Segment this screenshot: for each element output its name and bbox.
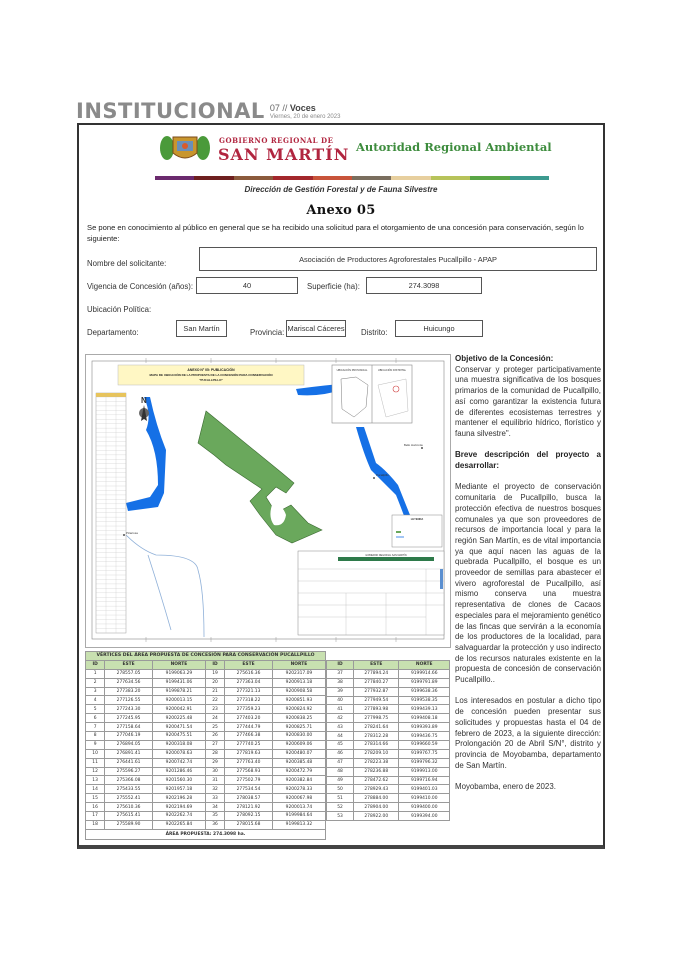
table-row xyxy=(86,749,326,758)
table-cell: 38 xyxy=(327,678,354,687)
table-cell: 278236.88 xyxy=(354,767,399,776)
notice-frame xyxy=(77,123,605,849)
page-number: 07 xyxy=(269,103,280,113)
table-cell: 9199400.00 xyxy=(399,803,450,812)
signoff-text: Moyobamba, enero de 2023. xyxy=(455,782,556,792)
table-cell: 275366.08 xyxy=(105,776,153,785)
table-row xyxy=(86,740,326,749)
title-block-org: GOBIERNO REGIONAL SAN MARTÍN xyxy=(365,554,407,557)
table-header-row xyxy=(327,661,450,670)
table-cell: 9199638.36 xyxy=(399,687,450,696)
publication-date: Viernes, 20 de enero 2023 xyxy=(269,114,341,120)
masthead-meta xyxy=(270,104,341,122)
table-cell: 27 xyxy=(205,740,224,749)
table-cell: 9202265.84 xyxy=(152,820,205,829)
table-cell: 32 xyxy=(205,785,224,794)
table-cell: 9200472.79 xyxy=(272,767,325,776)
table-cell: 5 xyxy=(86,705,105,714)
term-field: 40 xyxy=(196,277,298,294)
inset-left-title: UBICACIÓN PROVINCIAL xyxy=(336,369,368,372)
table-cell: 9199431.06 xyxy=(152,678,205,687)
masthead xyxy=(76,98,340,122)
table-cell: 278884.00 xyxy=(354,794,399,803)
table-row xyxy=(327,732,450,741)
color-bar-segment xyxy=(352,176,391,180)
table-cell: 53 xyxy=(327,812,354,821)
table-cell: 278929.43 xyxy=(354,785,399,794)
table-row xyxy=(86,794,326,803)
table-cell: 9201560.30 xyxy=(152,776,205,785)
table-cell: 278223.38 xyxy=(354,758,399,767)
place-label-1: Bello Horizonte xyxy=(404,443,423,447)
table-cell: 276891.41 xyxy=(105,749,153,758)
map-title-line3: "PUCALLPILLO" xyxy=(199,378,223,382)
table-row xyxy=(86,785,326,794)
table-row xyxy=(327,723,450,732)
intro-text: Se pone en conocimiento al público en general que se ha recibido una solicitud para el otorgamiento de una concesión para conservación, según lo siguiente: xyxy=(87,223,584,243)
table-cell: 15 xyxy=(86,794,105,803)
map-graphic xyxy=(86,355,451,648)
color-bar-segment xyxy=(431,176,470,180)
table-cell: 50 xyxy=(327,785,354,794)
table-cell: 22 xyxy=(205,696,224,705)
table-cell: 275589.90 xyxy=(105,820,153,829)
table-row xyxy=(86,696,326,705)
location-map xyxy=(85,354,451,648)
place-label-3: Pizarrosa xyxy=(126,531,138,535)
color-bar-segment xyxy=(510,176,549,180)
table-cell: 278241.64 xyxy=(354,723,399,732)
table-cell: 9202194.69 xyxy=(152,803,205,812)
table-cell: 33 xyxy=(205,794,224,803)
table-cell: 278472.62 xyxy=(354,776,399,785)
table-cell: 19 xyxy=(205,669,224,678)
table-header-cell: NORTE xyxy=(152,660,205,669)
table-row xyxy=(327,705,450,714)
table-cell: 277763.40 xyxy=(225,758,273,767)
map-title-line2: MAPA DE UBICACIÓN DE LA PROPUESTA DE LA CONCESIÓN PARA CONSERVACIÓN xyxy=(149,373,273,377)
page-separator: // xyxy=(279,103,290,113)
table-cell: 9200078.63 xyxy=(152,749,205,758)
objective-heading: Objetivo de la Concesión: xyxy=(455,354,554,363)
table-row xyxy=(327,794,450,803)
table-cell: 9202262.74 xyxy=(152,812,205,821)
table-cell: 29 xyxy=(205,758,224,767)
table-cell: 275433.55 xyxy=(105,785,153,794)
table-cell: 9200851.93 xyxy=(272,696,325,705)
table-cell: 277819.63 xyxy=(225,749,273,758)
area-label: Superficie (ha): xyxy=(307,282,360,291)
table-cell: 28 xyxy=(205,749,224,758)
table-cell: 277568.93 xyxy=(225,767,273,776)
table-row xyxy=(86,723,326,732)
table-cell: 9200908.58 xyxy=(272,687,325,696)
table-row xyxy=(86,669,326,678)
table-row xyxy=(86,803,326,812)
table-row xyxy=(86,714,326,723)
color-bar-segment xyxy=(313,176,352,180)
district-label: Distrito: xyxy=(361,328,388,337)
annex-title: Anexo 05 xyxy=(306,203,376,218)
table-cell: 9200278.33 xyxy=(272,785,325,794)
table-cell: 278312.28 xyxy=(354,732,399,741)
table-cell: 9199393.89 xyxy=(399,723,450,732)
table-cell: 39 xyxy=(327,687,354,696)
table-cell: 9199439.13 xyxy=(399,705,450,714)
table-cell: 7 xyxy=(86,723,105,732)
table-cell: 20 xyxy=(205,678,224,687)
table-cell: 275615.41 xyxy=(105,812,153,821)
table-cell: 9200825.71 xyxy=(272,723,325,732)
table-cell: 9199063.29 xyxy=(152,669,205,678)
table-cell: 9199767.75 xyxy=(399,749,450,758)
table-cell: 277949.54 xyxy=(354,696,399,705)
table-cell: 9199716.94 xyxy=(399,776,450,785)
table-cell: 9200067.98 xyxy=(272,794,325,803)
inset-right-title: UBICACIÓN DISTRITAL xyxy=(377,369,407,372)
table-cell: 9201957.18 xyxy=(152,785,205,794)
table-cell: 277893.98 xyxy=(354,705,399,714)
table-cell: 9199436.75 xyxy=(399,732,450,741)
table-cell: 277243.30 xyxy=(105,705,153,714)
table-cell: 9200042.91 xyxy=(152,705,205,714)
map-title-line1: ANEXO N° 05: PUBLICACIÓN xyxy=(187,368,235,372)
table-cell: 278557.05 xyxy=(105,669,153,678)
table-header-cell: ID xyxy=(86,660,105,669)
table-header-cell: ESTE xyxy=(354,661,399,670)
location-label: Ubicación Política: xyxy=(87,305,152,314)
table-footer: ÁREA PROPUESTA: 274.3098 ha. xyxy=(86,829,326,839)
table-header-cell: ESTE xyxy=(105,660,153,669)
regional-crest-icon xyxy=(159,133,211,163)
table-cell: 9199878.21 xyxy=(152,687,205,696)
page-info xyxy=(270,104,341,113)
table-cell: 277840.27 xyxy=(354,678,399,687)
color-bar xyxy=(155,176,549,180)
color-bar-segment xyxy=(391,176,430,180)
table-cell: 9202196.28 xyxy=(152,794,205,803)
vertices-table xyxy=(85,651,326,840)
table-cell: 23 xyxy=(205,705,224,714)
table-cell: 277363.04 xyxy=(225,678,273,687)
table-cell: 47 xyxy=(327,758,354,767)
table-cell: 9199796.32 xyxy=(399,758,450,767)
table-cell: 4 xyxy=(86,696,105,705)
table-cell: 9200609.06 xyxy=(272,740,325,749)
table-cell: 277321.13 xyxy=(225,687,273,696)
table-cell: 9199791.89 xyxy=(399,678,450,687)
table-cell: 36 xyxy=(205,820,224,829)
table-cell: 48 xyxy=(327,767,354,776)
map-vertex-table xyxy=(96,393,126,633)
table-cell: 277502.79 xyxy=(225,776,273,785)
table-cell: 43 xyxy=(327,723,354,732)
province-label: Provincia: xyxy=(250,328,285,337)
table-row xyxy=(86,758,326,767)
table-cell: 34 xyxy=(205,803,224,812)
table-cell: 278922.00 xyxy=(354,812,399,821)
table-cell: 277894.24 xyxy=(354,669,399,678)
applicant-label: Nombre del solicitante: xyxy=(87,259,167,268)
term-label: Vigencia de Concesión (años): xyxy=(87,282,194,291)
table-cell: 275596.27 xyxy=(105,767,153,776)
table-cell: 9199401.03 xyxy=(399,785,450,794)
table-cell: 275610.36 xyxy=(105,803,153,812)
table-cell: 13 xyxy=(86,776,105,785)
objective-text: Conservar y proteger participativamente una muestra significativa de los bosques primarios de la comunidad de Pucallpillo, así como garantizar la existencia futura de diferentes ecosistemas terrestres y mantener el equilibrio hídrico, florístico y fauna silvestre". xyxy=(455,364,601,438)
table-cell: 49 xyxy=(327,776,354,785)
table-cell: 30 xyxy=(205,767,224,776)
table-cell: 9202317.09 xyxy=(272,669,325,678)
table-header-cell: NORTE xyxy=(272,660,325,669)
table-cell: 275552.41 xyxy=(105,794,153,803)
table-cell: 9200382.84 xyxy=(272,776,325,785)
table-cell: 9201286.46 xyxy=(152,767,205,776)
table-cell: 10 xyxy=(86,749,105,758)
table-cell: 277158.64 xyxy=(105,723,153,732)
table-cell: 278015.68 xyxy=(225,820,273,829)
svg-text:N: N xyxy=(141,396,147,405)
table-cell: 41 xyxy=(327,705,354,714)
table-cell: 277998.75 xyxy=(354,714,399,723)
table-row xyxy=(327,758,450,767)
table-cell: 42 xyxy=(327,714,354,723)
table-cell: 9199538.35 xyxy=(399,696,450,705)
section-title: INSTITUCIONAL xyxy=(76,99,265,123)
table-row xyxy=(327,776,450,785)
table-row xyxy=(327,812,450,821)
table-row xyxy=(86,767,326,776)
table-cell: 9200471.54 xyxy=(152,723,205,732)
table-row xyxy=(327,741,450,750)
table-cell: 277444.79 xyxy=(225,723,273,732)
table-caption-row xyxy=(86,652,326,661)
table-row xyxy=(86,687,326,696)
table-cell: 9200913.18 xyxy=(272,678,325,687)
table-cell: 277534.54 xyxy=(225,785,273,794)
table-row xyxy=(86,705,326,714)
notice-header xyxy=(79,125,603,185)
table-cell: 9200013.15 xyxy=(152,696,205,705)
table-cell: 277740.25 xyxy=(225,740,273,749)
table-row xyxy=(327,767,450,776)
table-cell: 44 xyxy=(327,732,354,741)
color-bar-segment xyxy=(273,176,312,180)
table-cell: 24 xyxy=(205,714,224,723)
table-cell: 277046.19 xyxy=(105,732,153,741)
color-bar-segment xyxy=(470,176,509,180)
table-cell: 46 xyxy=(327,749,354,758)
table-cell: 9199660.59 xyxy=(399,741,450,750)
table-cell: 275616.36 xyxy=(225,669,273,678)
color-bar-segment xyxy=(194,176,233,180)
table-row xyxy=(86,820,326,829)
table-cell: 14 xyxy=(86,785,105,794)
table-cell: 9199913.00 xyxy=(399,767,450,776)
table-cell: 278121.92 xyxy=(225,803,273,812)
table-caption: VÉRTICES DEL ÁREA PROPUESTA DE CONCESIÓN PARA CONSERVACIÓN PUCALLPILLO xyxy=(86,652,326,661)
table-row xyxy=(327,678,450,687)
table-cell: 278038.57 xyxy=(225,794,273,803)
table-cell: 9200013.74 xyxy=(272,803,325,812)
table-cell: 9200742.74 xyxy=(152,758,205,767)
legend-title: LEYENDA xyxy=(410,518,424,521)
table-cell: 9199394.00 xyxy=(399,812,450,821)
table-cell: 25 xyxy=(205,723,224,732)
side-text-column xyxy=(455,354,601,803)
table-cell: 278092.15 xyxy=(225,812,273,821)
table-cell: 3 xyxy=(86,687,105,696)
table-row xyxy=(86,776,326,785)
table-cell: 17 xyxy=(86,812,105,821)
applicant-field: Asociación de Productores Agroforestales Pucallpillo - APAP xyxy=(199,247,597,271)
table-cell: 277403.20 xyxy=(225,714,273,723)
authority-title: Autoridad Regional Ambiental xyxy=(356,140,552,154)
table-cell: 6 xyxy=(86,714,105,723)
table-cell: 40 xyxy=(327,696,354,705)
gov-small-title: GOBIERNO REGIONAL DE xyxy=(219,136,334,145)
table-cell: 277634.56 xyxy=(105,678,153,687)
table-cell: 16 xyxy=(86,803,105,812)
table-cell: 52 xyxy=(327,803,354,812)
table-cell: 45 xyxy=(327,741,354,750)
table-cell: 276894.05 xyxy=(105,740,153,749)
table-cell: 21 xyxy=(205,687,224,696)
table-cell: 18 xyxy=(86,820,105,829)
table-cell: 1 xyxy=(86,669,105,678)
table-row xyxy=(86,732,326,741)
table-row xyxy=(86,678,326,687)
table-cell: 9199914.66 xyxy=(399,669,450,678)
department-label: Departamento: xyxy=(87,328,139,337)
table-cell: 9200480.07 xyxy=(272,749,325,758)
area-field: 274.3098 xyxy=(366,277,482,294)
table-header-cell: ID xyxy=(327,661,354,670)
table-cell: 51 xyxy=(327,794,354,803)
table-cell: 9199984.64 xyxy=(272,812,325,821)
table-cell: 11 xyxy=(86,758,105,767)
table-cell: 9199408.18 xyxy=(399,714,450,723)
table-cell: 9200318.08 xyxy=(152,740,205,749)
table-cell: 276441.61 xyxy=(105,758,153,767)
table-header-cell: ESTE xyxy=(225,660,273,669)
table-cell: 31 xyxy=(205,776,224,785)
table-cell: 9200385.48 xyxy=(272,758,325,767)
table-cell: 9200225.48 xyxy=(152,714,205,723)
table-footer-row xyxy=(86,829,326,839)
table-header-cell: ID xyxy=(205,660,224,669)
table-row xyxy=(86,812,326,821)
table-row xyxy=(327,669,450,678)
table-cell: 278209.10 xyxy=(354,749,399,758)
gov-big-title: SAN MARTÍN xyxy=(218,145,350,164)
table-cell: 26 xyxy=(205,732,224,741)
color-bar-segment xyxy=(234,176,273,180)
table-cell: 278904.00 xyxy=(354,803,399,812)
direction-title: Dirección de Gestión Forestal y de Fauna Silvestre xyxy=(244,185,438,194)
table-cell: 9200475.51 xyxy=(152,732,205,741)
table-cell: 277245.95 xyxy=(105,714,153,723)
description-text: Mediante el proyecto de conservación comunitaria de Pucallpillo, busca la protección efectiva de nuestros bosques comunales ya que son proveedores de recursos de importancia local y para la región San Martín, es de vital importancia ya que aquí nacen las aguas de la quebrada Pucallpillo, el bosque es un proveedor de semillas para abastecer el vivero agroforestal de Pucallpillo, así mismo conserva una muestra representativa de clones de Cacaos especiales para el mejoramiento genético de las fincas que servirán a la economía de los productores de la localidad, para salvaguardar la protección y uso indirecto de los recursos naturales existente en la propuesta de concesión de conservación Pucallpillo.. xyxy=(455,482,601,685)
table-cell: 277466.38 xyxy=(225,732,273,741)
table-cell: 278314.66 xyxy=(354,741,399,750)
table-cell: 277318.22 xyxy=(225,696,273,705)
table-cell: 277383.20 xyxy=(105,687,153,696)
table-row xyxy=(327,687,450,696)
vertices-table-col3 xyxy=(326,660,450,821)
description-heading: Breve descripción del proyecto a desarrollar: xyxy=(455,450,601,471)
table-cell: 277126.55 xyxy=(105,696,153,705)
department-field: San Martín xyxy=(176,320,227,337)
table-cell: 9 xyxy=(86,740,105,749)
table-row xyxy=(327,696,450,705)
table-row xyxy=(327,749,450,758)
table-cell: 9199813.32 xyxy=(272,820,325,829)
table-cell: 9200824.92 xyxy=(272,705,325,714)
table-cell: 277932.87 xyxy=(354,687,399,696)
table-cell: 9199410.00 xyxy=(399,794,450,803)
table-cell: 9200838.25 xyxy=(272,714,325,723)
table-row xyxy=(327,785,450,794)
place-label-2: Pucallpillo xyxy=(376,473,389,477)
province-field: Mariscal Cáceres xyxy=(286,320,346,337)
table-cell: 35 xyxy=(205,812,224,821)
table-row xyxy=(327,803,450,812)
publication-name: Voces xyxy=(289,103,316,113)
table-row xyxy=(327,714,450,723)
district-field: Huicungo xyxy=(395,320,483,337)
color-bar-segment xyxy=(155,176,194,180)
table-cell: 277359.23 xyxy=(225,705,273,714)
table-cell: 37 xyxy=(327,669,354,678)
table-cell: 9200830.00 xyxy=(272,732,325,741)
table-cell: 12 xyxy=(86,767,105,776)
submission-text: Los interesados en postular a dicho tipo de concesión pueden presentar sus solicitudes y propuestas hasta el 04 de febrero de 2023, a la siguiente dirección: Prolongación 20 de Abril S/N°, distrito y provincia de Moyobamba, departamento de San Martín. xyxy=(455,696,601,770)
table-header-cell: NORTE xyxy=(399,661,450,670)
table-cell: 2 xyxy=(86,678,105,687)
table-header-row xyxy=(86,660,326,669)
table-cell: 8 xyxy=(86,732,105,741)
